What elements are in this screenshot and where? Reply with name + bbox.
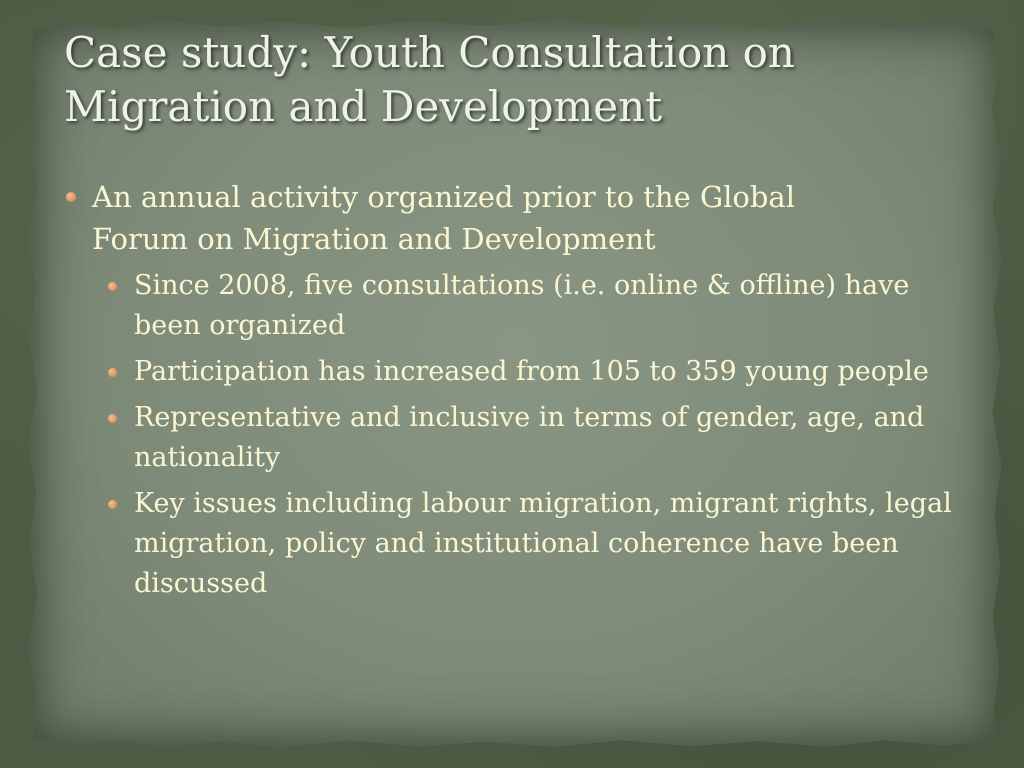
bullet-dot-icon	[108, 282, 117, 291]
bullet-text: An annual activity organized prior to the Global Forum on Migration and Development	[92, 180, 795, 256]
slide-title: Case study: Youth Consultation on Migration and Development	[64, 28, 795, 131]
sub-bullet-text: Participation has increased from 105 to 359 young people	[134, 356, 929, 387]
bullet-item	[64, 176, 882, 260]
slide-body	[64, 176, 964, 610]
sub-bullet-item	[64, 266, 964, 346]
sub-bullet-item	[64, 484, 964, 604]
bullet-dot-icon	[108, 500, 117, 509]
bullet-dot-icon	[108, 414, 117, 423]
sub-bullet-item	[64, 398, 964, 478]
sub-bullet-text: Key issues including labour migration, migrant rights, legal migration, policy and institutional coherence have been discussed	[134, 488, 952, 599]
bullet-dot-icon	[108, 368, 117, 377]
sub-bullet-item	[64, 352, 964, 392]
sub-bullet-text: Representative and inclusive in terms of gender, age, and nationality	[134, 402, 925, 473]
bullet-dot-icon	[66, 192, 76, 202]
sub-bullet-text: Since 2008, five consultations (i.e. online & offline) have been organized	[134, 270, 910, 341]
